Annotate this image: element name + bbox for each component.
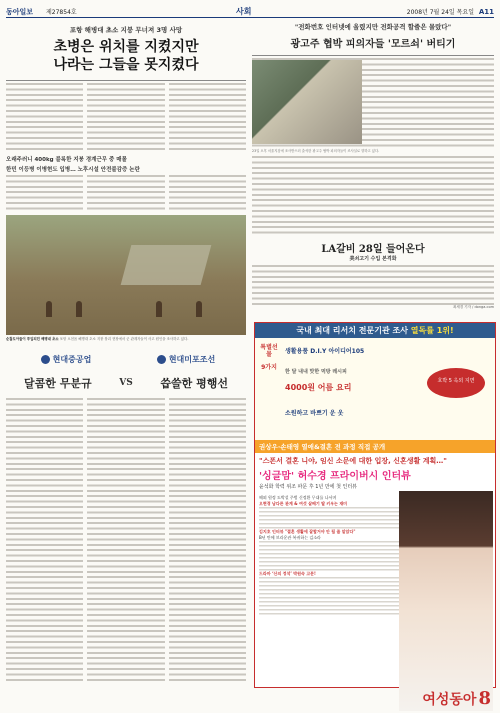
right-company-logo: 현대미포조선 xyxy=(126,350,246,368)
caption-bold: 순찰도아들이 투입되던 해병대 초소 xyxy=(6,337,59,341)
left-title: 달콤한 무분규 xyxy=(24,377,92,390)
ad-listing-item: 드라마 ‘산의 정석’ 박원숙 고문! xyxy=(259,571,316,576)
article-body-col-3 xyxy=(169,83,246,153)
byline: 최세경 기자 / donga.com xyxy=(453,305,494,309)
paper-name: 동아일보 xyxy=(6,7,34,16)
sub-kicker: 美쇠고기 수입 본격화 xyxy=(349,256,397,262)
magazine-issue: 8 xyxy=(478,688,491,709)
article-headline xyxy=(6,36,246,78)
photo-person xyxy=(156,301,162,317)
article-body-col-4 xyxy=(6,175,83,211)
headline-line-2: 나라는 그들을 못지켰다 xyxy=(53,57,199,74)
ad-banner: 국내 최대 리서치 전문기관 조사 열독률 1위! xyxy=(255,323,495,338)
ad-gift-bubble: 호박 5 옥외 지면 xyxy=(427,368,485,398)
right-headline: 광고주 협박 피의자들 '모르쇠' 버티기 xyxy=(290,39,456,50)
right-article-body-2 xyxy=(252,156,494,236)
comparison-headline xyxy=(6,370,246,396)
comparison-article xyxy=(6,398,246,688)
right-photo-caption: 23일 오후 서울지검에 조사받으러 출석한 광고주 협박 피의자들이 조사실로 향하고 있다. xyxy=(252,149,380,153)
right-title: 씁쓸한 평행선 xyxy=(160,377,228,390)
article-body-col-5 xyxy=(87,175,164,211)
article-quote: "전화번호 인터넷에 올렸지만 전화공격 할줄은 몰랐다" xyxy=(294,23,452,31)
hyundai-heavy-logo-icon xyxy=(41,355,50,364)
divider xyxy=(6,80,246,81)
ad-listing-item: 해외 원정 도박설 주범 신정환 무대를 나서며 xyxy=(259,495,337,500)
ad-listing xyxy=(259,495,399,617)
hyundai-mipo-logo-icon xyxy=(157,355,166,364)
accident-site-photo xyxy=(6,215,246,335)
ad-banner-highlight: 열독률 1위! xyxy=(410,326,454,335)
page-header xyxy=(6,6,494,18)
ad-listing-item xyxy=(259,541,399,571)
ad-gift-tag: 특별선물 9가지 xyxy=(260,344,278,371)
issue-number: 제27854호 xyxy=(46,9,77,16)
page-number: A11 xyxy=(478,7,494,16)
ad-listing-item: 김지호 인터뷰 "결혼 생활에 잘할거야 안 될 줄 알았다" xyxy=(259,529,356,534)
ad-gift-item: 소원하고 바쁘기 운 옷 xyxy=(285,410,344,417)
magazine-advertisement[interactable] xyxy=(254,322,496,709)
ad-listing-item: B년 만에 브라운관 복귀하는 김소라 xyxy=(259,535,321,540)
shipbuilder-logos xyxy=(6,350,246,368)
right-article xyxy=(252,22,494,322)
ad-model-photo xyxy=(399,491,493,711)
comparison-col-3 xyxy=(169,398,246,684)
ad-interview-sub: 윤석화 학력 위조 파문 후 1년 만에 첫 인터뷰 xyxy=(259,484,358,490)
prosecutor-office-photo xyxy=(252,60,362,144)
left-article xyxy=(6,22,246,344)
article-body-col-2 xyxy=(87,83,164,153)
photo-person xyxy=(46,301,52,317)
article-columns-2 xyxy=(6,175,246,211)
section-title: 사회 xyxy=(236,7,252,16)
ad-listing-item xyxy=(259,577,399,617)
article-kicker: 포항 해병대 초소 지붕 무너져 3명 사망 xyxy=(69,26,183,34)
article-columns xyxy=(6,83,246,153)
ad-interview-title: '싱글맘' 허수경 프라이버시 인터뷰 xyxy=(259,471,411,482)
photo-caption xyxy=(6,336,246,341)
sub-headline: LA갈비 28일 들어온다 xyxy=(321,244,425,255)
ad-listing-item xyxy=(259,507,399,529)
caption-text: 포항 오천읍 해병대 초소 지붕 붕괴 현장에서 군 관계자들이 사고 원인을 조사하고 있다. xyxy=(59,337,189,341)
divider xyxy=(252,55,494,56)
comparison-col-1 xyxy=(6,398,83,684)
ad-headline-bar: 권상우·손태영 열애&결혼 전 과정 직접 공개 xyxy=(255,440,495,453)
ad-gift-item: 생활용품 D.I.Y 아이디어105 xyxy=(285,348,365,355)
article-body-col-1 xyxy=(6,83,83,153)
ad-lower-section xyxy=(255,491,495,713)
article-body-col-6 xyxy=(169,175,246,211)
article-subhead-1: 오래주러니 400kg 블록한 지붕 경계근무 중 매몰 xyxy=(6,157,127,164)
headline-line-1: 초병은 위치를 지켰지만 xyxy=(53,39,199,55)
magazine-logo: 여성동아 8 xyxy=(422,688,491,709)
vs-label: VS xyxy=(119,378,133,388)
photo-person xyxy=(196,301,202,317)
ad-gift-item: 4000원 어름 요리 xyxy=(285,383,352,392)
ad-listing-item: 오현경 남다른 관계 & 여섯 살배기 딸 키우는 재미 xyxy=(259,501,348,506)
page-date: 2008년 7월 24일 목요일 xyxy=(406,9,474,16)
photo-debris xyxy=(121,245,212,285)
left-company-logo: 현대중공업 xyxy=(6,350,126,368)
sub-article-body xyxy=(252,265,494,305)
article-subhead-2: 한민 이등병 이병현도 입병… 노후시설 안전불감증 논란 xyxy=(6,167,140,174)
ad-quote: "스폰서 결혼 니야, 임신 소문에 대한 입장, 신혼생활 계획…" xyxy=(259,457,447,465)
ad-gift-item: 한 달 내내 맛한 먹방 레시피 xyxy=(285,369,347,375)
comparison-col-2 xyxy=(87,398,164,684)
photo-person xyxy=(76,301,82,317)
ad-gift-grid xyxy=(255,338,495,440)
